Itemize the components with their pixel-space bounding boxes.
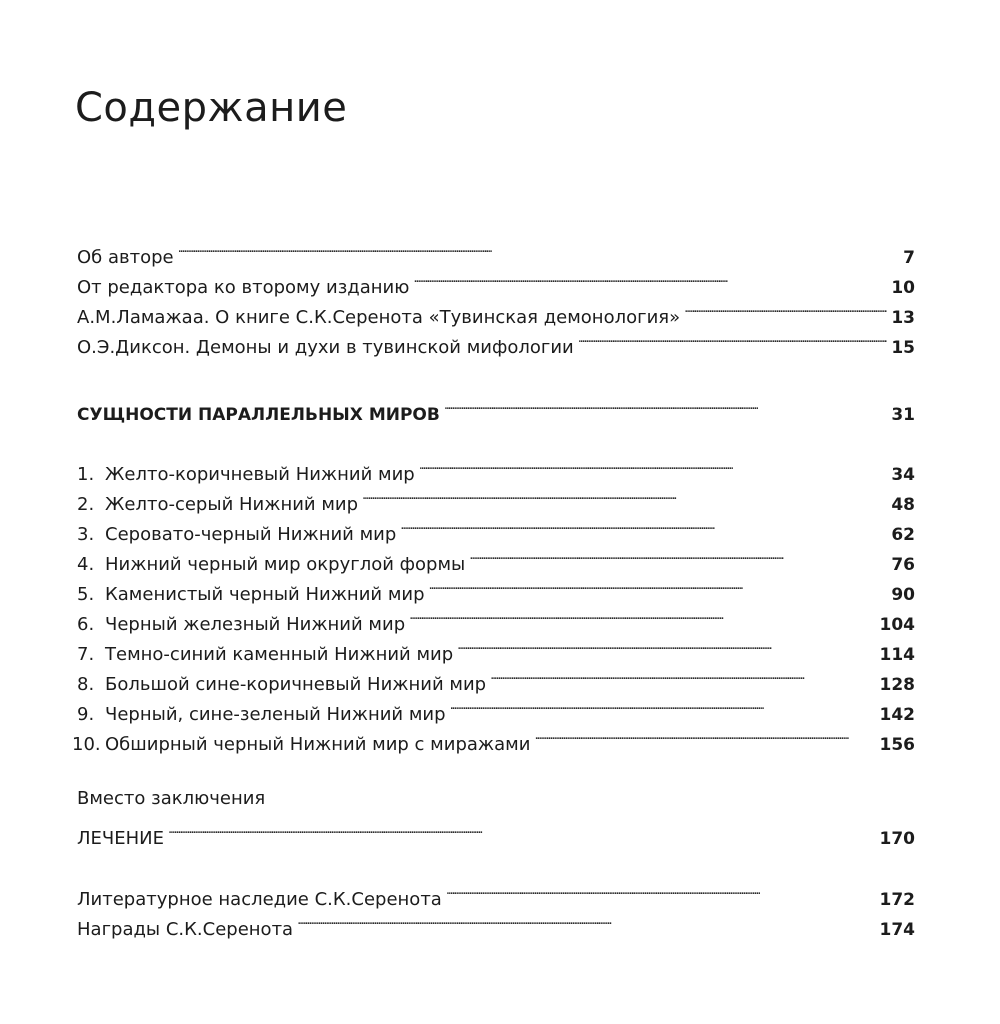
leader-dots [409, 600, 875, 630]
leader-dots [429, 570, 888, 600]
chapter-label: Черный, сине-зеленый Нижний мир [105, 704, 446, 725]
leader-dots [450, 690, 876, 720]
toc-chapter-5[interactable] [77, 570, 915, 605]
chapter-number: 9. [77, 704, 95, 725]
chapter-page: 128 [879, 675, 915, 695]
leader-dots [168, 814, 876, 844]
toc-section-page: 31 [891, 405, 915, 425]
leader-dots [446, 875, 876, 905]
chapter-number: 2. [77, 494, 95, 515]
chapter-label: Обширный черный Нижний мир с миражами [105, 734, 531, 755]
toc-chapter-4[interactable] [77, 540, 915, 575]
chapter-page: 76 [891, 555, 915, 575]
toc-entry-treatment[interactable] [77, 814, 915, 849]
toc-chapter-8[interactable] [77, 660, 915, 695]
toc-entry-dikson[interactable] [77, 323, 915, 358]
leader-dots [413, 263, 887, 293]
toc-chapter-1[interactable] [77, 450, 915, 485]
chapter-page: 48 [891, 495, 915, 515]
chapter-label: Большой сине-коричневый Нижний мир [105, 674, 487, 695]
chapter-label: Нижний черный мир округлой формы [105, 554, 466, 575]
leader-dots [578, 323, 888, 353]
toc-entry-label: Об авторе [77, 247, 174, 268]
leader-dots [469, 540, 887, 570]
chapter-label: Серовато-черный Нижний мир [105, 524, 397, 545]
toc-chapter-3[interactable] [77, 510, 915, 545]
toc-entry-label: Литературное наследие С.К.Серенота [77, 889, 442, 910]
chapter-page: 142 [879, 705, 915, 725]
chapter-number: 5. [77, 584, 95, 605]
chapter-number: 1. [77, 464, 95, 485]
chapter-number: 10. [72, 734, 101, 755]
chapter-number: 6. [77, 614, 95, 635]
toc-entry-label: А.М.Ламажаа. О книге С.К.Серенота «Тувинская демонология» [77, 307, 681, 328]
chapter-number: 8. [77, 674, 95, 695]
toc-entry-page: 174 [879, 920, 915, 940]
page-title: Содержание [75, 85, 348, 131]
toc-entry-page: 13 [891, 308, 915, 328]
chapter-page: 156 [879, 735, 915, 755]
toc-section-heading[interactable] [77, 390, 915, 425]
chapter-page: 114 [879, 645, 915, 665]
leader-dots [444, 390, 888, 420]
chapter-label: Каменистый черный Нижний мир [105, 584, 425, 605]
toc-entry-page: 170 [879, 829, 915, 849]
toc-chapter-2[interactable] [77, 480, 915, 515]
toc-entry-page: 7 [903, 248, 915, 268]
leader-dots [178, 233, 900, 263]
leader-dots [362, 480, 887, 510]
chapter-page: 104 [879, 615, 915, 635]
toc-section-label: СУЩНОСТИ ПАРАЛЛЕЛЬНЫХ МИРОВ [77, 405, 440, 425]
chapter-label: Темно-синий каменный Нижний мир [105, 644, 454, 665]
chapter-page: 34 [891, 465, 915, 485]
leader-dots [400, 510, 887, 540]
toc-entry-page: 10 [891, 278, 915, 298]
toc-entry-page: 15 [891, 338, 915, 358]
chapter-label: Желто-серый Нижний мир [105, 494, 359, 515]
toc-entry-label: От редактора ко второму изданию [77, 277, 410, 298]
leader-dots [684, 293, 887, 323]
chapter-label: Черный железный Нижний мир [105, 614, 406, 635]
toc-entry-about-author[interactable] [77, 233, 915, 268]
toc-entry-label: Награды С.К.Серенота [77, 919, 294, 940]
toc-entry-label: О.Э.Диксон. Демоны и духи в тувинской мифологии [77, 337, 574, 358]
toc-entry-editor-note[interactable] [77, 263, 915, 298]
chapter-page: 62 [891, 525, 915, 545]
chapter-number: 3. [77, 524, 95, 545]
leader-dots [419, 450, 888, 480]
chapter-page: 90 [891, 585, 915, 605]
chapter-label: Желто-коричневый Нижний мир [105, 464, 415, 485]
leader-dots [490, 660, 875, 690]
chapter-number: 4. [77, 554, 95, 575]
toc-entry-literary-legacy[interactable] [77, 875, 915, 910]
toc-entry-page: 172 [879, 890, 915, 910]
toc-chapter-6[interactable] [77, 600, 915, 635]
toc-entry-label: ЛЕЧЕНИЕ [77, 828, 164, 849]
toc-chapter-7[interactable] [77, 630, 915, 665]
chapter-number: 7. [77, 644, 95, 665]
toc-chapter-9[interactable] [77, 690, 915, 725]
toc-entry-awards[interactable] [77, 905, 915, 940]
leader-dots [457, 630, 875, 660]
toc-chapter-10[interactable] [72, 720, 915, 755]
leader-dots [534, 720, 875, 750]
leader-dots [297, 905, 875, 935]
toc-entry-lamazhaa[interactable] [77, 293, 915, 328]
conclusion-intro: Вместо заключения [77, 788, 266, 809]
